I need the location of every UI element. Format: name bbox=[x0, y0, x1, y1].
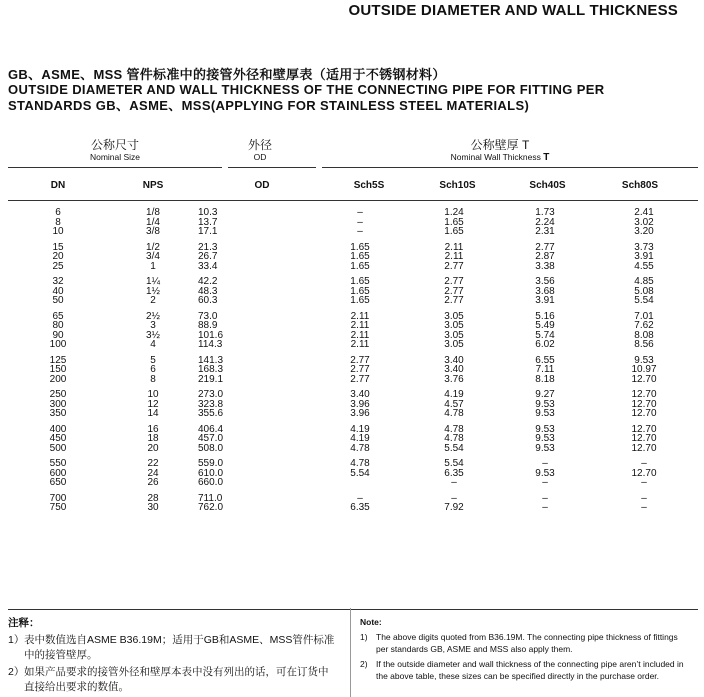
dn-cell: 25 bbox=[52, 260, 64, 272]
dn-cell: 600 bbox=[49, 467, 67, 479]
dn-cell: 300 bbox=[49, 398, 67, 410]
col-header-od: OD bbox=[254, 180, 270, 191]
nps-cell: 4 bbox=[150, 339, 156, 350]
dn-cell: 50 bbox=[52, 295, 64, 306]
od-cell: 762.0 bbox=[198, 502, 224, 513]
dn-cell: 700 bbox=[49, 492, 67, 504]
sch10s-cell: – bbox=[451, 477, 457, 488]
col-header-sch40s: Sch40S bbox=[529, 180, 566, 191]
sch5s-cell: 4.78 bbox=[350, 458, 370, 469]
nps-cell: 6 bbox=[150, 364, 156, 375]
table-row bbox=[8, 469, 698, 479]
notes-cn-item bbox=[8, 665, 338, 695]
sch40s-cell: 1.73 bbox=[535, 207, 555, 218]
nps-cell: 1/2 bbox=[146, 241, 160, 253]
od-cell: 219.1 bbox=[198, 373, 224, 385]
sch5s-cell: 1.65 bbox=[350, 251, 370, 262]
nps-cell: 5 bbox=[150, 354, 156, 366]
sch40s-cell: – bbox=[542, 492, 548, 504]
dn-cell: 450 bbox=[49, 433, 67, 444]
sch10s-cell: 1.24 bbox=[444, 207, 464, 218]
sch10s-cell: 3.05 bbox=[444, 339, 464, 350]
notes-en-item bbox=[360, 658, 690, 682]
sch10s-cell: 5.54 bbox=[444, 458, 464, 469]
od-cell: 26.7 bbox=[198, 251, 218, 262]
nps-cell: 1¼ bbox=[146, 276, 160, 287]
sch10s-cell: 4.78 bbox=[444, 408, 464, 419]
col-header-dn: DN bbox=[50, 180, 66, 191]
sch40s-cell: 9.53 bbox=[535, 423, 555, 435]
sch80s-cell: 10.97 bbox=[631, 364, 657, 375]
rule-nominal-size bbox=[8, 167, 222, 168]
sch80s-cell: 12.70 bbox=[631, 467, 657, 479]
sch80s-cell: 8.08 bbox=[634, 329, 654, 341]
dn-cell: 650 bbox=[49, 477, 67, 488]
nps-cell: 24 bbox=[147, 467, 159, 479]
nps-cell: 10 bbox=[147, 389, 159, 400]
sch80s-cell: 12.70 bbox=[631, 433, 657, 444]
dn-cell: 20 bbox=[52, 251, 64, 262]
notes-cn-item-text: 如果产品要求的接管外径和壁厚本表中没有列出的话，可在订货中直接给出要求的数值。 bbox=[24, 666, 329, 693]
sch80s-cell: 3.20 bbox=[634, 226, 654, 237]
sch40s-cell: – bbox=[542, 502, 548, 513]
od-cell: 17.1 bbox=[198, 226, 218, 237]
od-cell: 406.4 bbox=[198, 423, 224, 435]
dn-cell: 500 bbox=[49, 442, 67, 454]
sch40s-cell: 3.38 bbox=[535, 260, 555, 272]
sch40s-cell: 3.56 bbox=[535, 276, 555, 287]
sch80s-cell: 4.55 bbox=[634, 260, 654, 272]
sch40s-cell: 3.68 bbox=[535, 285, 555, 297]
sch10s-cell: 5.54 bbox=[444, 442, 464, 454]
nps-cell: 1/8 bbox=[146, 207, 160, 218]
dn-cell: 80 bbox=[52, 320, 64, 331]
sch10s-cell: 3.05 bbox=[444, 320, 464, 331]
sch5s-cell: – bbox=[357, 226, 363, 237]
sch80s-cell: – bbox=[641, 502, 647, 513]
sch5s-cell: 4.19 bbox=[350, 433, 370, 444]
sch40s-cell: 2.24 bbox=[535, 216, 555, 228]
sch80s-cell: 3.73 bbox=[634, 241, 654, 253]
sch80s-cell: 7.62 bbox=[634, 320, 654, 331]
sch5s-cell: 4.78 bbox=[350, 442, 370, 454]
header-title: OUTSIDE DIAMETER AND WALL THICKNESS bbox=[348, 2, 678, 19]
notes-en-item-num: 2) bbox=[360, 659, 368, 669]
od-cell: 10.3 bbox=[198, 207, 218, 218]
dn-cell: 100 bbox=[49, 339, 67, 350]
sch80s-cell: 12.70 bbox=[631, 423, 657, 435]
header-bottom-rule bbox=[8, 200, 698, 201]
sch80s-cell: 4.85 bbox=[634, 276, 654, 287]
sch5s-cell: 2.77 bbox=[350, 364, 370, 375]
sch40s-cell: 8.18 bbox=[535, 373, 555, 385]
sch5s-cell: – bbox=[357, 216, 363, 228]
od-cell: 660.0 bbox=[198, 477, 224, 488]
sch80s-cell: 12.70 bbox=[631, 442, 657, 454]
table-row bbox=[8, 503, 698, 513]
table-row bbox=[8, 409, 698, 419]
table-row bbox=[8, 218, 698, 228]
sch40s-cell: 6.55 bbox=[535, 354, 555, 366]
sch40s-cell: 2.87 bbox=[535, 251, 555, 262]
col-header-sch10s: Sch10S bbox=[439, 180, 476, 191]
sch10s-cell: – bbox=[451, 492, 457, 504]
nps-cell: 1/4 bbox=[146, 216, 160, 228]
dn-cell: 32 bbox=[52, 276, 64, 287]
table-row bbox=[8, 340, 698, 350]
sch80s-cell: 3.91 bbox=[634, 251, 654, 262]
sch10s-cell: 2.11 bbox=[444, 251, 464, 262]
sch40s-cell: 2.31 bbox=[535, 226, 555, 237]
table-row bbox=[8, 478, 698, 488]
od-cell: 610.0 bbox=[198, 467, 224, 479]
sch5s-cell: 2.77 bbox=[350, 373, 370, 385]
sch10s-cell: 3.05 bbox=[444, 310, 464, 322]
sch10s-cell: 1.65 bbox=[444, 216, 464, 228]
sch5s-cell: 1.65 bbox=[350, 285, 370, 297]
sch80s-cell: 12.70 bbox=[631, 389, 657, 400]
sch80s-cell: 5.54 bbox=[634, 295, 654, 306]
sch5s-cell: 1.65 bbox=[350, 241, 370, 253]
sch5s-cell: 6.35 bbox=[350, 502, 370, 513]
nps-cell: 3/4 bbox=[146, 251, 160, 262]
sch80s-cell: 7.01 bbox=[634, 310, 654, 322]
col-header-sch80s: Sch80S bbox=[621, 180, 659, 191]
wall-thickness-en bbox=[430, 152, 570, 163]
dn-cell: 6 bbox=[55, 207, 61, 218]
sch5s-cell: 3.96 bbox=[350, 408, 370, 419]
od-cell: 73.0 bbox=[198, 310, 218, 322]
sch5s-cell: 4.19 bbox=[350, 423, 370, 435]
dn-cell: 400 bbox=[49, 423, 67, 435]
english-table-title-line2: STANDARDS GB、ASME、MSS(APPLYING FOR STAINLESS STEEL MATERIALS) bbox=[8, 98, 530, 113]
sch10s-cell: 3.05 bbox=[444, 329, 464, 341]
dn-cell: 90 bbox=[52, 329, 64, 341]
wall-thickness-en-symbol: T bbox=[543, 152, 550, 163]
table-row bbox=[8, 208, 698, 218]
nps-cell: 3½ bbox=[146, 329, 160, 341]
sch10s-cell: 3.40 bbox=[444, 364, 464, 375]
sch10s-cell: 4.78 bbox=[444, 423, 464, 435]
notes-chinese bbox=[8, 616, 338, 695]
wall-thickness-group-header bbox=[430, 138, 570, 163]
nps-cell: 18 bbox=[147, 433, 159, 444]
sch10s-cell: 6.35 bbox=[444, 467, 464, 479]
sch10s-cell: 2.11 bbox=[444, 241, 464, 253]
nps-cell: 3/8 bbox=[146, 226, 160, 237]
sch80s-cell: 9.53 bbox=[634, 354, 654, 366]
od-cell: 33.4 bbox=[198, 260, 218, 272]
sch40s-cell: 7.11 bbox=[535, 364, 555, 375]
notes-en-item-num: 1) bbox=[360, 632, 368, 642]
sch5s-cell: 2.77 bbox=[350, 354, 370, 366]
sch5s-cell: 5.54 bbox=[350, 467, 370, 479]
sch40s-cell: 5.74 bbox=[535, 329, 555, 341]
notes-divider bbox=[350, 608, 351, 697]
od-cell: 323.8 bbox=[198, 398, 224, 410]
od-cell: 114.3 bbox=[198, 339, 223, 350]
od-cell: 42.2 bbox=[198, 276, 218, 287]
sch10s-cell: 4.19 bbox=[444, 389, 464, 400]
nps-cell: 1 bbox=[150, 260, 156, 272]
sch10s-cell: 2.77 bbox=[444, 276, 464, 287]
col-header-sch5s: Sch5S bbox=[353, 180, 385, 191]
sch80s-cell: 12.70 bbox=[631, 398, 657, 410]
sch40s-cell: 9.53 bbox=[535, 398, 555, 410]
nps-cell: 1½ bbox=[146, 285, 160, 297]
sch40s-cell: – bbox=[542, 458, 548, 469]
nps-cell: 20 bbox=[147, 442, 159, 454]
nps-cell: 3 bbox=[150, 320, 156, 331]
nps-cell: 2 bbox=[150, 295, 156, 306]
nps-cell: 22 bbox=[147, 458, 159, 469]
sch80s-cell: 12.70 bbox=[631, 408, 657, 419]
sch10s-cell: 3.76 bbox=[444, 373, 464, 385]
rule-wall-thickness bbox=[322, 167, 698, 168]
od-cell: 508.0 bbox=[198, 442, 224, 454]
sch10s-cell: 4.78 bbox=[444, 433, 464, 444]
dn-cell: 750 bbox=[49, 502, 67, 513]
notes-en-heading: Note: bbox=[360, 617, 382, 627]
sch80s-cell: 12.70 bbox=[631, 373, 657, 385]
sch40s-cell: 2.77 bbox=[535, 241, 555, 253]
sch40s-cell: 6.02 bbox=[535, 339, 555, 350]
od-cell: 711.0 bbox=[198, 492, 223, 504]
sch5s-cell: – bbox=[357, 492, 363, 504]
sch40s-cell: 9.27 bbox=[535, 389, 555, 400]
od-cell: 13.7 bbox=[198, 216, 218, 228]
od-cell: 141.3 bbox=[198, 354, 224, 366]
od-cell: 168.3 bbox=[198, 364, 224, 375]
wall-thickness-cn: 公称壁厚 T bbox=[470, 138, 530, 152]
dn-cell: 8 bbox=[55, 216, 61, 228]
nps-cell: 26 bbox=[147, 477, 159, 488]
notes-en-item-text: If the outside diameter and wall thickness of the connecting pipe aren’t included in the above table, these sizes can be specified directly in the purchase order. bbox=[376, 659, 684, 681]
nps-cell: 2½ bbox=[146, 310, 160, 322]
sch5s-cell: – bbox=[357, 207, 363, 218]
sch5s-cell: 3.40 bbox=[350, 389, 370, 400]
dn-cell: 350 bbox=[49, 408, 67, 419]
nominal-size-en: Nominal Size bbox=[89, 152, 141, 162]
sch5s-cell: 1.65 bbox=[350, 295, 370, 306]
table-row bbox=[8, 444, 698, 454]
notes-english bbox=[360, 616, 690, 682]
dn-cell: 65 bbox=[52, 310, 64, 322]
notes-en-item-text: The above digits quoted from B36.19M. The connecting pipe thickness of fittings per standards GB, ASME and MSS also apply them. bbox=[376, 632, 678, 654]
od-cell: 48.3 bbox=[198, 285, 218, 297]
sch80s-cell: – bbox=[641, 477, 647, 488]
sch40s-cell: 5.49 bbox=[535, 320, 555, 331]
english-table-title-line1: OUTSIDE DIAMETER AND WALL THICKNESS OF THE CONNECTING PIPE FOR FITTING PER bbox=[8, 82, 605, 97]
sch40s-cell: – bbox=[542, 477, 548, 488]
nps-cell: 16 bbox=[147, 423, 159, 435]
sch80s-cell: – bbox=[641, 458, 647, 469]
dn-cell: 150 bbox=[49, 364, 67, 375]
dn-cell: 550 bbox=[49, 458, 67, 469]
nps-cell: 28 bbox=[147, 492, 159, 504]
notes-cn-item-text: 表中数值选自ASME B36.19M；适用于GB和ASME、MSS管件标准中的接管壁厚。 bbox=[24, 634, 335, 661]
sch40s-cell: 9.53 bbox=[535, 433, 555, 444]
table-row bbox=[8, 375, 698, 385]
nps-cell: 14 bbox=[147, 408, 159, 419]
wall-thickness-table bbox=[8, 208, 698, 513]
notes-cn-heading: 注释： bbox=[8, 617, 40, 629]
col-header-nps: NPS bbox=[142, 180, 164, 191]
sch5s-cell: 1.65 bbox=[350, 276, 370, 287]
sch5s-cell: 2.11 bbox=[350, 339, 370, 350]
sch80s-cell: 3.02 bbox=[634, 216, 654, 228]
od-cell: 60.3 bbox=[198, 295, 218, 306]
rule-od bbox=[228, 167, 316, 168]
od-cell: 273.0 bbox=[198, 389, 224, 400]
nominal-size-group-header bbox=[60, 138, 170, 162]
sch40s-cell: 9.53 bbox=[535, 408, 555, 419]
table-row bbox=[8, 262, 698, 272]
sch80s-cell: 2.41 bbox=[634, 207, 654, 218]
sch5s-cell: 2.11 bbox=[350, 329, 370, 341]
nps-cell: 8 bbox=[150, 373, 156, 385]
sch40s-cell: 3.91 bbox=[535, 295, 555, 306]
sch10s-cell: 4.57 bbox=[444, 398, 464, 410]
wall-thickness-en-text: Nominal Wall Thickness bbox=[450, 152, 541, 162]
od-cell: 21.3 bbox=[198, 241, 218, 253]
dn-cell: 10 bbox=[52, 226, 64, 237]
nps-cell: 12 bbox=[147, 398, 159, 410]
sch5s-cell: 1.65 bbox=[350, 260, 370, 272]
od-cell: 559.0 bbox=[198, 458, 224, 469]
table-row bbox=[8, 296, 698, 306]
notes-en-item bbox=[360, 631, 690, 655]
dn-cell: 125 bbox=[49, 354, 67, 366]
sch10s-cell: 2.77 bbox=[444, 260, 464, 272]
od-cell: 355.6 bbox=[198, 408, 224, 419]
od-cell: 457.0 bbox=[198, 433, 224, 444]
notes-cn-item bbox=[8, 633, 338, 663]
sch80s-cell: 8.56 bbox=[634, 339, 654, 350]
table-row bbox=[8, 227, 698, 237]
sch10s-cell: 2.77 bbox=[444, 295, 464, 306]
dn-cell: 15 bbox=[52, 241, 64, 253]
sch40s-cell: 5.16 bbox=[535, 310, 555, 322]
dn-cell: 250 bbox=[49, 389, 67, 400]
sch40s-cell: 9.53 bbox=[535, 467, 555, 479]
sch10s-cell: 2.77 bbox=[444, 285, 464, 297]
od-cell: 88.9 bbox=[198, 320, 218, 331]
od-en: OD bbox=[253, 152, 267, 162]
od-cn: 外径 bbox=[247, 138, 272, 152]
sch5s-cell: 2.11 bbox=[350, 310, 370, 322]
sch80s-cell: 5.08 bbox=[634, 285, 654, 297]
nps-cell: 30 bbox=[147, 502, 159, 513]
notes-cn-item-num: 1） bbox=[8, 634, 25, 646]
chinese-table-title: GB、ASME、MSS 管件标准中的接管外径和壁厚表（适用于不锈钢材料） bbox=[8, 67, 446, 82]
sch10s-cell: 3.40 bbox=[444, 354, 464, 366]
notes-cn-item-num: 2） bbox=[8, 666, 25, 678]
od-group-header bbox=[230, 138, 290, 162]
sch80s-cell: – bbox=[641, 492, 647, 504]
dn-cell: 40 bbox=[52, 285, 64, 297]
sch40s-cell: 9.53 bbox=[535, 442, 555, 454]
sch5s-cell: 2.11 bbox=[350, 320, 370, 331]
sch5s-cell: 3.96 bbox=[350, 398, 370, 410]
sch10s-cell: 7.92 bbox=[444, 502, 464, 513]
dn-cell: 200 bbox=[49, 373, 67, 385]
table-bottom-rule bbox=[8, 609, 698, 610]
sch10s-cell: 1.65 bbox=[444, 226, 464, 237]
nominal-size-cn: 公称尺寸 bbox=[90, 138, 139, 152]
od-cell: 101.6 bbox=[198, 329, 224, 341]
sch5s-cell bbox=[312, 478, 408, 488]
